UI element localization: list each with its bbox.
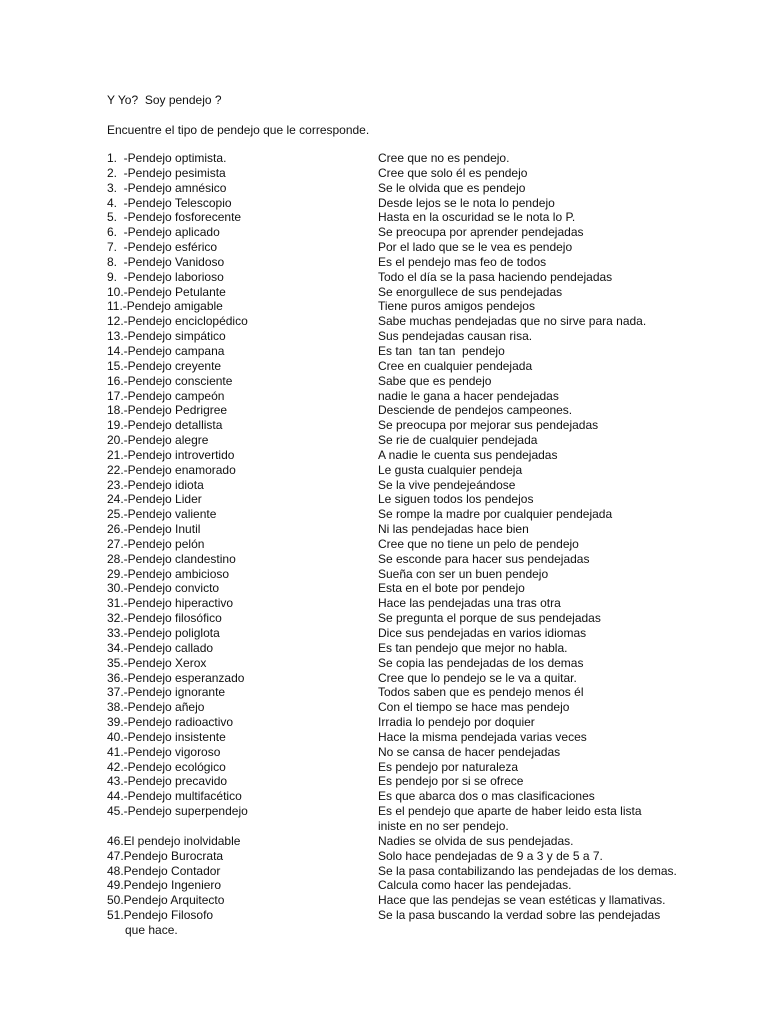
list-item <box>107 730 747 745</box>
item-name: 21.-Pendejo introvertido <box>107 447 235 462</box>
list-item <box>107 581 747 596</box>
list-item <box>107 656 747 671</box>
item-description: Sueña con ser un buen pendejo <box>378 566 549 581</box>
list-item <box>107 196 747 211</box>
item-name: 3. -Pendejo amnésico <box>107 180 227 195</box>
item-name: 25.-Pendejo valiente <box>107 507 217 522</box>
pendejo-list <box>107 151 747 938</box>
list-item <box>107 433 747 448</box>
list-item <box>107 537 747 552</box>
item-description: Hace que las pendejas se vean estéticas y llamativas. <box>378 893 666 908</box>
list-item <box>107 552 747 567</box>
list-item <box>107 374 747 389</box>
page-title: Y Yo? Soy pendejo ? <box>107 93 222 107</box>
item-name: 16.-Pendejo consciente <box>107 373 233 388</box>
item-name: 34.-Pendejo callado <box>107 640 214 655</box>
list-item <box>107 299 747 314</box>
list-item <box>107 240 747 255</box>
list-item <box>107 181 747 196</box>
item-description: Es el pendejo mas feo de todos <box>378 254 547 269</box>
item-description: Esta en el bote por pendejo <box>378 581 525 596</box>
item-name: 18.-Pendejo Pedrigree <box>107 403 228 418</box>
list-item <box>107 418 747 433</box>
list-item <box>107 448 747 463</box>
item-name: 30.-Pendejo convicto <box>107 581 220 596</box>
item-name: 14.-Pendejo campana <box>107 343 225 358</box>
item-description: Calcula como hacer las pendejadas. <box>378 878 572 893</box>
item-description: Se la pasa buscando la verdad sobre las pendejadas <box>378 908 661 923</box>
item-description: Es tan pendejo que mejor no habla. <box>378 640 568 655</box>
item-description: Se pregunta el porque de sus pendejadas <box>378 611 601 626</box>
list-item <box>107 849 747 864</box>
list-item <box>107 685 747 700</box>
item-name: 32.-Pendejo filosófico <box>107 611 222 626</box>
item-description: nadie le gana a hacer pendejadas <box>378 388 559 403</box>
item-description: A nadie le cuenta sus pendejadas <box>378 447 558 462</box>
item-name: 2. -Pendejo pesimista <box>107 165 226 180</box>
item-description: Cree en cualquier pendejada <box>378 358 533 373</box>
item-description: Se rie de cualquier pendejada <box>378 433 538 448</box>
list-item <box>107 760 747 775</box>
item-name: 26.-Pendejo Inutil <box>107 522 201 537</box>
item-description: Hace las pendejadas una tras otra <box>378 596 561 611</box>
item-name: 49.Pendejo Ingeniero <box>107 878 222 893</box>
list-item <box>107 166 747 181</box>
list-item <box>107 522 747 537</box>
item-description: Todo el día se la pasa haciendo pendejadas <box>378 269 613 284</box>
item-name: 45.-Pendejo superpendejo <box>107 804 248 819</box>
item-description: Desde lejos se le nota lo pendejo <box>378 195 555 210</box>
page-subtitle: Encuentre el tipo de pendejo que le corresponde. <box>107 123 370 137</box>
item-description: Le gusta cualquier pendeja <box>378 462 523 477</box>
item-name: 17.-Pendejo campeón <box>107 388 225 403</box>
list-item <box>107 389 747 404</box>
item-description: Con el tiempo se hace mas pendejo <box>378 700 570 715</box>
list-item <box>107 285 747 300</box>
item-name: 44.-Pendejo multifacético <box>107 789 242 804</box>
item-description: Se rompe la madre por cualquier pendejada <box>378 507 613 522</box>
item-description: Le siguen todos los pendejos <box>378 492 534 507</box>
list-item <box>107 641 747 656</box>
item-description: Se preocupa por mejorar sus pendejadas <box>378 418 599 433</box>
item-description: Tiene puros amigos pendejos <box>378 299 535 314</box>
list-item <box>107 864 747 879</box>
item-name: 47.Pendejo Burocrata <box>107 848 224 863</box>
list-item <box>107 270 747 285</box>
list-item <box>107 745 747 760</box>
item-description: Se esconde para hacer sus pendejadas <box>378 551 590 566</box>
item-name: 37.-Pendejo ignorante <box>107 685 226 700</box>
item-description: Es pendejo por si se ofrece <box>378 774 524 789</box>
list-item <box>107 834 747 849</box>
item-name: 19.-Pendejo detallista <box>107 418 223 433</box>
item-name: 22.-Pendejo enamorado <box>107 462 236 477</box>
item-name: 13.-Pendejo simpático <box>107 329 226 344</box>
item-name: 48.Pendejo Contador <box>107 863 221 878</box>
item-description: Sabe muchas pendejadas que no sirve para nada. <box>378 314 647 329</box>
item-name: 35.-Pendejo Xerox <box>107 655 207 670</box>
item-description: Nadies se olvida de sus pendejadas. <box>378 833 574 848</box>
item-name: 10.-Pendejo Petulante <box>107 284 226 299</box>
item-description: Cree que no tiene un pelo de pendejo <box>378 536 579 551</box>
item-name: 23.-Pendejo idiota <box>107 477 204 492</box>
item-name: 41.-Pendejo vigoroso <box>107 744 221 759</box>
item-name: 29.-Pendejo ambicioso <box>107 566 230 581</box>
item-description: Hasta en la oscuridad se le nota lo P. <box>378 210 576 225</box>
item-description: Irradia lo pendejo por doquier <box>378 715 535 730</box>
item-name: 28.-Pendejo clandestino <box>107 551 236 566</box>
item-name: 6. -Pendejo aplicado <box>107 225 220 240</box>
item-name: 36.-Pendejo esperanzado <box>107 670 245 685</box>
list-item <box>107 596 747 611</box>
list-item <box>107 403 747 418</box>
item-description: Cree que solo él es pendejo <box>378 165 528 180</box>
item-name: 11.-Pendejo amigable <box>107 299 223 314</box>
item-description: Cree que lo pendejo se le va a quitar. <box>378 670 577 685</box>
item-name: 12.-Pendejo enciclopédico <box>107 314 248 329</box>
list-item <box>107 715 747 730</box>
list-item <box>107 463 747 478</box>
item-description: Hace la misma pendejada varias veces <box>378 729 587 744</box>
item-description: Cree que no es pendejo. <box>378 151 510 165</box>
item-description: Es pendejo por naturaleza <box>378 759 519 774</box>
list-item <box>107 923 747 938</box>
list-item <box>107 804 747 819</box>
list-item <box>107 819 747 834</box>
list-item <box>107 344 747 359</box>
item-description: Por el lado que se le vea es pendejo <box>378 240 573 255</box>
item-name: 31.-Pendejo hiperactivo <box>107 596 234 611</box>
list-item <box>107 210 747 225</box>
item-name: 5. -Pendejo fosforecente <box>107 210 242 225</box>
list-item <box>107 700 747 715</box>
list-item <box>107 329 747 344</box>
item-name: 20.-Pendejo alegre <box>107 433 209 448</box>
item-description: Solo hace pendejadas de 9 a 3 y de 5 a 7. <box>378 848 603 863</box>
item-description: Dice sus pendejadas en varios idiomas <box>378 626 587 640</box>
list-item <box>107 626 747 641</box>
list-item <box>107 567 747 582</box>
list-item <box>107 478 747 493</box>
item-description: Se enorgullece de sus pendejadas <box>378 284 563 299</box>
item-name: 8. -Pendejo Vanidoso <box>107 254 225 269</box>
list-item <box>107 671 747 686</box>
item-name: 51.Pendejo Filosofo <box>107 908 214 923</box>
item-name: 50.Pendejo Arquitecto <box>107 893 225 908</box>
item-name: 43.-Pendejo precavido <box>107 774 228 789</box>
item-name: 1. -Pendejo optimista. <box>107 151 227 165</box>
list-item <box>107 492 747 507</box>
item-name: 38.-Pendejo añejo <box>107 700 205 715</box>
item-description: Se preocupa por aprender pendejadas <box>378 225 584 240</box>
list-item <box>107 789 747 804</box>
list-item <box>107 893 747 908</box>
item-description: Se la pasa contabilizando las pendejadas de los demas. <box>378 863 677 878</box>
item-description: Es tan tan tan pendejo <box>378 343 505 358</box>
item-name: que hace. <box>125 922 178 937</box>
item-description: Se le olvida que es pendejo <box>378 180 526 195</box>
item-name: 15.-Pendejo creyente <box>107 358 222 373</box>
list-item <box>107 359 747 374</box>
item-description: iniste en no ser pendejo. <box>378 818 509 833</box>
list-item <box>107 611 747 626</box>
list-item <box>107 774 747 789</box>
list-item <box>107 314 747 329</box>
item-name: 39.-Pendejo radioactivo <box>107 715 234 730</box>
item-name: 46.El pendejo inolvidable <box>107 833 241 848</box>
item-description: Se la vive pendejeándose <box>378 477 516 492</box>
list-item <box>107 151 747 166</box>
item-name: 24.-Pendejo Lider <box>107 492 202 507</box>
item-description: No se cansa de hacer pendejadas <box>378 744 561 759</box>
list-item <box>107 878 747 893</box>
item-name: 27.-Pendejo pelón <box>107 536 205 551</box>
item-name: 9. -Pendejo laborioso <box>107 269 224 284</box>
item-name: 4. -Pendejo Telescopio <box>107 195 232 210</box>
item-description: Es que abarca dos o mas clasificaciones <box>378 789 595 804</box>
item-description: Se copia las pendejadas de los demas <box>378 655 584 670</box>
item-description: Sabe que es pendejo <box>378 373 492 388</box>
item-name: 42.-Pendejo ecológico <box>107 759 226 774</box>
item-name: 40.-Pendejo insistente <box>107 729 226 744</box>
item-description: Desciende de pendejos campeones. <box>378 403 573 418</box>
item-description: Todos saben que es pendejo menos él <box>378 685 584 700</box>
list-item <box>107 255 747 270</box>
item-name: 33.-Pendejo poliglota <box>107 626 220 640</box>
item-description: Es el pendejo que aparte de haber leido esta lista <box>378 804 642 819</box>
list-item <box>107 507 747 522</box>
list-item <box>107 908 747 923</box>
item-name: 7. -Pendejo esférico <box>107 240 218 255</box>
item-description: Ni las pendejadas hace bien <box>378 522 529 537</box>
item-description: Sus pendejadas causan risa. <box>378 329 533 344</box>
list-item <box>107 225 747 240</box>
